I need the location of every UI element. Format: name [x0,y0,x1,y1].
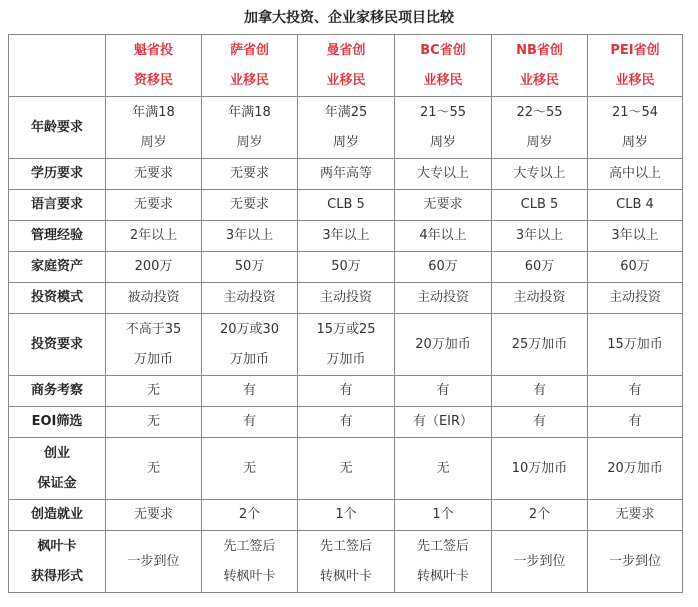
table-cell [106,190,202,221]
cell-line: 创业 [43,445,70,461]
table-cell [492,190,588,221]
cell-line: 万加币 [326,351,366,367]
cell-line: 有 [339,414,353,429]
cell-line: 一步到位 [127,553,180,569]
program-header [492,35,588,97]
cell-line: 4年以上 [419,228,467,243]
cell-line: 周岁 [140,134,167,150]
program-header [202,35,298,97]
cell-line: 1个 [335,507,357,522]
cell-line: 获得形式 [30,568,83,584]
table-cell [492,252,588,283]
table-cell [395,221,492,252]
table-cell [106,438,202,500]
table-cell [298,500,395,531]
cell-line: 1个 [432,507,454,522]
table-cell [298,531,395,593]
cell-line: 周岁 [332,134,359,150]
corner-cell [9,35,106,97]
cell-line: 大专以上 [416,166,469,181]
table-cell [202,500,298,531]
program-header [106,35,202,97]
cell-line: 投资要求 [30,336,83,352]
page-title: 加拿大投资、企业家移民项目比较 [244,10,454,26]
table-cell [202,283,298,314]
table-cell [106,159,202,190]
cell-line: 转枫叶卡 [416,568,469,584]
cell-line: 25万加币 [511,336,568,352]
table-cell [202,97,298,159]
cell-line: 无要求 [423,197,463,212]
program-header [395,35,492,97]
comparison-table [8,34,683,593]
table-row [9,314,683,376]
table-cell [588,314,683,376]
cell-line: 先工签后 [223,538,276,554]
row-label [9,221,106,252]
cell-line: 一步到位 [608,553,661,569]
table-row [9,252,683,283]
table-cell [588,500,683,531]
table-cell [492,438,588,500]
cell-line: 主动投资 [608,290,661,305]
table-row [9,531,683,593]
table-cell [588,438,683,500]
cell-line: 有 [532,383,546,398]
table-cell [202,190,298,221]
cell-line: NB省创 [516,42,563,58]
cell-line: 周岁 [621,134,648,150]
cell-line: 主动投资 [416,290,469,305]
table-row [9,283,683,314]
cell-line: 保证金 [37,475,77,491]
table-cell [395,190,492,221]
cell-line: 大专以上 [513,166,566,181]
cell-line: CLB 4 [616,197,654,212]
cell-line: 2年以上 [129,228,178,243]
table-cell [395,97,492,159]
cell-line: BC省创 [420,42,466,58]
cell-line: PEI省创 [610,42,660,58]
table-cell [298,221,395,252]
table-cell [588,97,683,159]
cell-line: 22～55 [516,104,563,120]
table-cell [395,407,492,438]
cell-line: 主动投资 [223,290,276,305]
cell-line: 有 [242,414,256,429]
cell-line: 周岁 [236,134,263,150]
cell-line: 年龄要求 [30,119,83,135]
table-cell [492,314,588,376]
row-label [9,97,106,159]
table-cell [492,500,588,531]
cell-line: 有 [242,383,256,398]
table-cell [588,159,683,190]
table-cell [106,97,202,159]
cell-line: 无 [339,460,353,476]
table-cell [106,376,202,407]
cell-line: 2个 [528,507,551,522]
cell-line: 被动投资 [127,290,180,305]
table-cell [588,531,683,593]
cell-line: 年满25 [324,104,368,120]
cell-line: 资移民 [133,72,173,88]
cell-line: 魁省投 [133,42,173,58]
table-cell [588,407,683,438]
table-cell [395,283,492,314]
cell-line: 创造就业 [30,507,83,522]
program-header [298,35,395,97]
table-cell [106,500,202,531]
cell-line: 无 [146,383,160,398]
row-label [9,438,106,500]
table-cell [298,252,395,283]
cell-line: 周岁 [526,134,553,150]
table-cell [202,159,298,190]
table-cell [298,97,395,159]
table-cell [492,376,588,407]
cell-line: 转枫叶卡 [319,568,372,584]
cell-line: 学历要求 [30,166,83,181]
cell-line: 高中以上 [608,166,661,181]
table-cell [298,314,395,376]
table-cell [588,283,683,314]
cell-line: 有 [339,383,353,398]
cell-line: 先工签后 [319,538,372,554]
cell-line: 无要求 [133,197,173,212]
row-label [9,314,106,376]
cell-line: 萨省创 [229,42,269,58]
cell-line: 50万 [331,259,361,274]
cell-line: 无要求 [133,507,173,522]
cell-line: EOI筛选 [31,414,83,429]
cell-line: 周岁 [429,134,456,150]
cell-line: 3年以上 [225,228,274,243]
table-cell [202,252,298,283]
table-row [9,376,683,407]
table-row [9,159,683,190]
cell-line: 10万加币 [511,460,568,476]
table-row [9,190,683,221]
cell-line: 200万 [134,259,173,274]
cell-line: 无 [242,460,256,476]
cell-line: 有 [628,414,642,429]
table-cell [588,190,683,221]
cell-line: 21～55 [419,104,467,120]
table-cell [395,314,492,376]
cell-line: 业移民 [615,72,655,88]
table-row [9,407,683,438]
table-cell [395,376,492,407]
table-cell [395,438,492,500]
cell-line: 家庭资产 [30,259,83,274]
cell-line: 先工签后 [416,538,469,554]
cell-line: 无 [146,460,160,476]
cell-line: 有（EIR） [412,414,474,429]
table-cell [492,407,588,438]
cell-line: 无 [146,414,160,429]
cell-line: 21～54 [611,104,659,120]
cell-line: 60万 [428,259,458,274]
header-row [9,35,683,97]
cell-line: 60万 [620,259,650,274]
cell-line: 3年以上 [322,228,370,243]
table-cell [395,159,492,190]
cell-line: 万加币 [133,351,173,367]
cell-line: 年满18 [228,104,271,120]
cell-line: 投资模式 [30,290,83,305]
table-cell [588,252,683,283]
table-cell [202,531,298,593]
table-cell [202,221,298,252]
program-header [588,35,683,97]
cell-line: 语言要求 [30,197,83,212]
table-cell [492,159,588,190]
table-row [9,97,683,159]
row-label [9,159,106,190]
cell-line: 转枫叶卡 [223,568,276,584]
cell-line: 3年以上 [515,228,564,243]
table-cell [298,283,395,314]
cell-line: 50万 [234,259,265,274]
cell-line: 万加币 [229,351,269,367]
table-cell [202,314,298,376]
cell-line: 15万或25 [316,321,376,337]
cell-line: 20万加币 [607,460,663,476]
row-label [9,283,106,314]
row-label [9,407,106,438]
cell-line: CLB 5 [520,197,559,212]
table-cell [106,221,202,252]
cell-line: 主动投资 [319,290,372,305]
table-cell [298,190,395,221]
table-row [9,221,683,252]
cell-line: 两年高等 [319,166,372,181]
cell-line: 业移民 [229,72,269,88]
table-cell [298,438,395,500]
table-cell [106,407,202,438]
table-cell [588,376,683,407]
cell-line: 管理经验 [30,228,83,243]
table-cell [492,97,588,159]
cell-line: 20万加币 [415,336,471,352]
table-cell [106,252,202,283]
table-cell [298,376,395,407]
cell-line: 60万 [524,259,555,274]
row-label [9,376,106,407]
cell-line: 2个 [238,507,261,522]
cell-line: 业移民 [326,72,366,88]
cell-line: CLB 5 [327,197,365,212]
cell-line: 无要求 [615,507,655,522]
table-cell [492,531,588,593]
row-label [9,531,106,593]
cell-line: 业移民 [423,72,463,88]
cell-line: 一步到位 [513,553,566,569]
table-row [9,438,683,500]
cell-line: 3年以上 [611,228,659,243]
cell-line: 15万加币 [607,336,663,352]
cell-line: 枫叶卡 [37,538,77,554]
row-label [9,500,106,531]
table-row [9,500,683,531]
cell-line: 主动投资 [513,290,566,305]
cell-line: 不高于35 [125,321,182,337]
cell-line: 商务考察 [30,383,83,398]
row-label [9,190,106,221]
table-cell [202,438,298,500]
table-cell [106,283,202,314]
table-cell [202,376,298,407]
table-cell [298,159,395,190]
cell-line: 无要求 [229,166,269,181]
table-cell [588,221,683,252]
row-label [9,252,106,283]
cell-line: 有 [628,383,642,398]
table-cell [492,283,588,314]
cell-line: 无要求 [133,166,173,181]
cell-line: 无 [436,460,450,476]
table-cell [106,314,202,376]
cell-line: 无要求 [229,197,269,212]
table-cell [202,407,298,438]
cell-line: 有 [532,414,546,429]
table-cell [395,252,492,283]
table-cell [492,221,588,252]
table-cell [298,407,395,438]
cell-line: 曼省创 [326,42,366,58]
table-cell [106,531,202,593]
table-cell [395,500,492,531]
table-cell [395,531,492,593]
cell-line: 年满18 [132,104,175,120]
cell-line: 20万或30 [219,321,280,337]
cell-line: 有 [436,383,450,398]
cell-line: 业移民 [519,72,559,88]
